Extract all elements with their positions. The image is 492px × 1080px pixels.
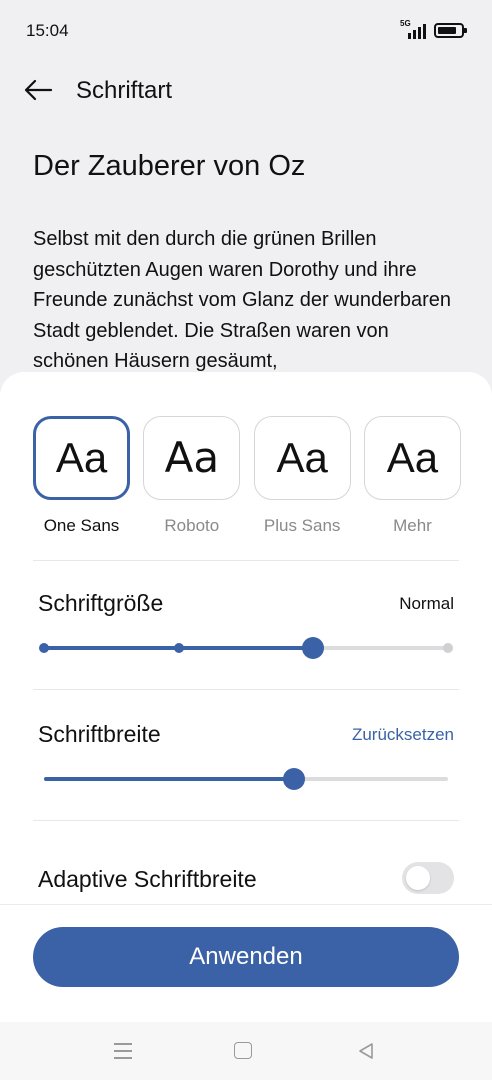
- font-card: [33, 416, 130, 500]
- back-button[interactable]: [20, 74, 56, 106]
- divider: [33, 820, 459, 821]
- font-width-label: Schriftbreite: [38, 721, 161, 747]
- font-label: Roboto: [164, 516, 220, 535]
- font-size-value: Normal: [399, 594, 454, 613]
- apply-button[interactable]: Anwenden: [33, 927, 459, 987]
- slider-fill: [44, 777, 294, 781]
- slider-step-dot: [174, 643, 184, 653]
- font-size-label: Schriftgröße: [38, 590, 164, 616]
- font-sample: Aa: [55, 434, 108, 481]
- font-sample: Aa: [276, 434, 328, 481]
- divider: [33, 560, 459, 561]
- font-card: [143, 416, 240, 500]
- font-sample: Aa: [386, 434, 439, 481]
- font-label: Plus Sans: [263, 516, 341, 535]
- status-bar: [0, 0, 492, 60]
- font-size-slider[interactable]: [44, 636, 448, 660]
- preview-title: Der Zauberer von Oz: [33, 150, 306, 182]
- menu-icon[interactable]: [112, 1041, 134, 1061]
- footer-divider: [0, 904, 492, 905]
- font-settings-sheet: [0, 372, 492, 1022]
- slider-step-dot: [443, 643, 453, 653]
- slider-thumb[interactable]: [283, 768, 305, 790]
- signal-bars: [408, 24, 426, 39]
- navigation-bar: [0, 1022, 492, 1080]
- font-option-plus-sans[interactable]: [254, 416, 351, 536]
- 5g-signal-icon: [400, 19, 426, 41]
- reset-button[interactable]: Zurücksetzen: [351, 725, 454, 744]
- network-label: 5G: [400, 19, 411, 28]
- font-width-slider[interactable]: [44, 767, 448, 791]
- preview-body: Selbst mit den durch die grünen Brillen geschützten Augen waren Dorothy und ihre Freunde zunächst vom Glanz der wunderbaren Stadt geblendet. Die Straßen waren von schönen Häusern gesäumt,: [33, 228, 452, 372]
- font-option-one-sans[interactable]: [33, 416, 130, 536]
- adaptive-width-toggle[interactable]: [402, 862, 454, 894]
- font-card: [254, 416, 351, 500]
- status-time: 15:04: [26, 21, 69, 40]
- divider: [33, 689, 459, 690]
- arrow-left-icon: [23, 78, 53, 102]
- toggle-knob: [406, 866, 430, 890]
- app-bar: [0, 66, 492, 114]
- font-card: [364, 416, 461, 500]
- slider-thumb[interactable]: [302, 637, 324, 659]
- status-icons: [400, 18, 464, 42]
- back-triangle-icon[interactable]: [356, 1041, 378, 1061]
- battery-icon: [434, 23, 464, 38]
- slider-step-dot: [39, 643, 49, 653]
- font-label: One Sans: [43, 516, 120, 535]
- font-option-roboto[interactable]: [143, 416, 240, 536]
- home-icon[interactable]: [234, 1042, 252, 1059]
- font-sample: Aa: [164, 433, 220, 482]
- page-title: Schriftart: [76, 77, 173, 104]
- font-option-mehr[interactable]: [364, 416, 461, 536]
- font-label: Mehr: [393, 516, 432, 535]
- font-options: [33, 416, 461, 536]
- adaptive-width-label: Adaptive Schriftbreite: [38, 866, 257, 892]
